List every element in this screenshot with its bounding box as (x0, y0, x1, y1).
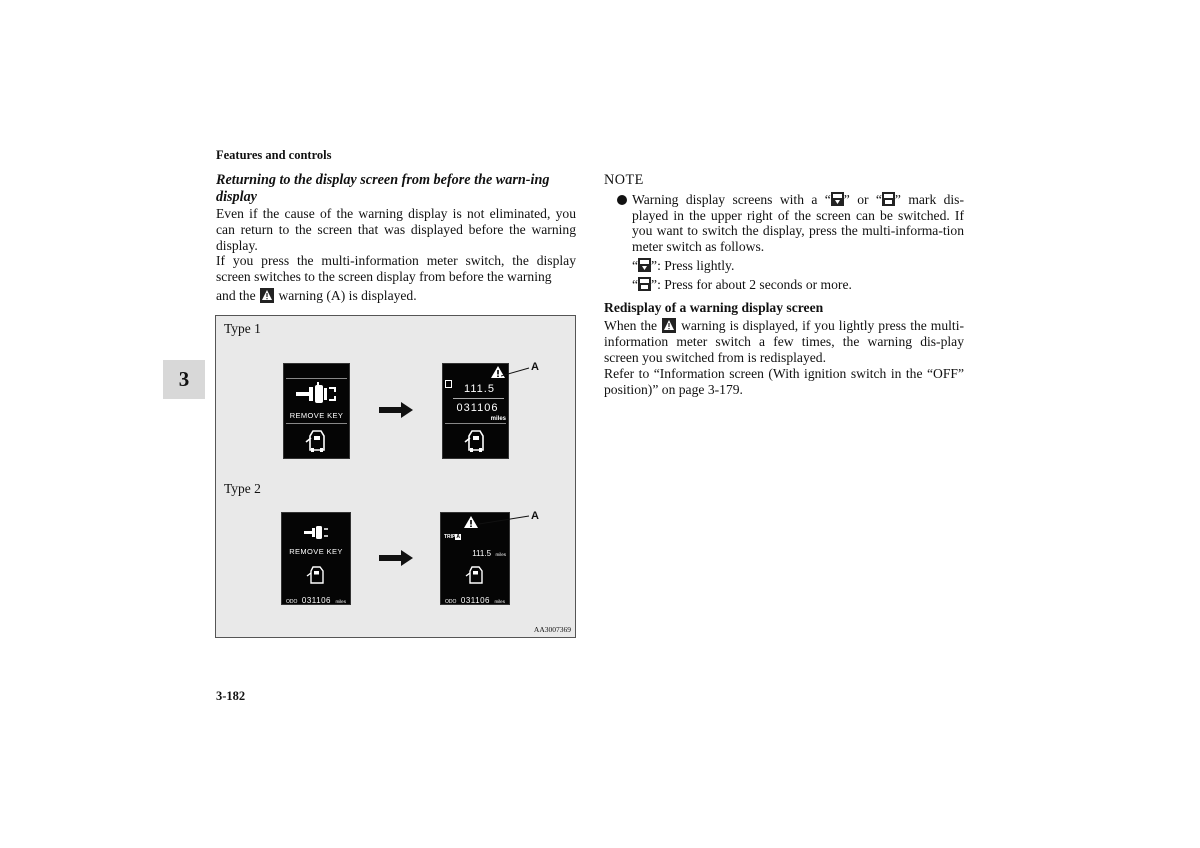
divider (453, 398, 504, 399)
odo-unit: miles (490, 416, 506, 422)
car-door-icon (465, 565, 487, 587)
switch-mark-icon-b (638, 277, 651, 291)
type2-label: Type 2 (224, 481, 261, 496)
switch-mark-icon-b (882, 192, 895, 206)
press-lightly-line: “ ”: Press lightly. (632, 257, 735, 273)
bullet-icon (617, 195, 627, 205)
trip-label: TRIPA (444, 534, 461, 540)
callout-a-type2: A (531, 510, 539, 522)
divider (445, 423, 506, 424)
trip-readout: 111.5 miles (472, 549, 506, 558)
section-header: Features and controls (216, 148, 332, 162)
warning-triangle-icon (260, 288, 274, 303)
display-figure (215, 315, 576, 638)
right-arrow-icon (379, 402, 413, 418)
odo-value: 031106 (456, 402, 499, 414)
type1-label: Type 1 (224, 321, 261, 336)
switch-mark-icon-a (638, 258, 651, 272)
remove-key-icon (294, 382, 342, 408)
redisplay-heading: Redisplay of a warning display screen (604, 299, 824, 315)
trip-value: 111.5 (464, 383, 495, 395)
type2-before-screen (281, 512, 351, 605)
note-item (604, 192, 964, 255)
page-number: 3-182 (216, 689, 246, 703)
note-title: NOTE (604, 172, 644, 188)
callout-line (501, 366, 531, 380)
refer-paragraph: Refer to “Information screen (With ignition switch in the “OFF” position)” on page 3-179. (604, 365, 964, 397)
type1-before-screen (283, 363, 350, 459)
subsection-heading: Returning to the display screen from before the warn-ing display (216, 172, 550, 205)
divider (286, 423, 347, 424)
chapter-tab: 3 (163, 360, 205, 399)
odometer-readout: ODO 031106 miles (286, 596, 346, 605)
remove-key-icon (304, 525, 330, 541)
figure-code: AA3007369 (533, 625, 571, 634)
divider (286, 378, 347, 379)
remove-key-text: REMOVE KEY (289, 547, 343, 556)
right-column (604, 173, 964, 397)
callout-line (479, 514, 531, 526)
car-door-icon (304, 428, 330, 454)
callout-a-type1: A (531, 361, 539, 373)
right-arrow-icon (379, 550, 413, 566)
type1-after-screen (442, 363, 509, 459)
car-door-icon (306, 565, 328, 587)
redisplay-paragraph: When the warning is displayed, if you lightly press the multi-information meter switch a few times, the warning dis-play screen you switched from is redisplayed. (604, 318, 965, 365)
switch-mark-icon-a (831, 192, 844, 206)
paragraph-2: If you press the multi-information meter switch, the display screen switches to the screen display from before the warning (216, 253, 576, 285)
paragraph-2-end: and the warning (A) is displayed. (216, 287, 417, 303)
remove-key-text: REMOVE KEY (289, 411, 344, 420)
press-long-line: “ ”: Press for about 2 seconds or more. (632, 276, 852, 292)
odometer-readout: ODO 031106 miles (445, 596, 505, 605)
warning-triangle-icon (463, 515, 479, 529)
paragraph-1: Even if the cause of the warning display is not eliminated, you can return to the screen that was displayed before the warning display. (216, 206, 576, 253)
car-door-icon (463, 428, 489, 454)
trip-mark-icon (445, 380, 452, 388)
warning-triangle-icon (662, 318, 676, 333)
note-text: Warning display screens with a “ ” or “ ” mark dis-played in the upper right of the screen can be switched. If you want to switch the display, press the multi-informa-tion meter switch as follows. (632, 191, 965, 255)
left-column (216, 172, 576, 304)
